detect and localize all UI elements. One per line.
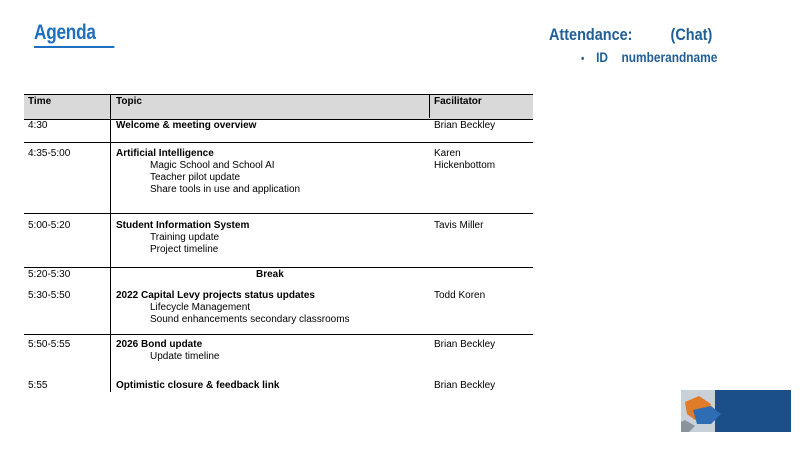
attendance-label: Attendance: <box>549 25 633 44</box>
row-facilitator: Brian Beckley <box>434 120 496 131</box>
row-subtopic: Sound enhancements secondary classrooms <box>150 314 350 325</box>
row-time: 4:30 <box>28 120 48 131</box>
row-subtopic: Share tools in use and application <box>150 184 301 195</box>
row-time: 5:55 <box>28 380 48 391</box>
header-time: Time <box>28 96 52 107</box>
attendance-bullet <box>581 49 717 65</box>
row-time: 4:35-5:00 <box>28 148 71 159</box>
logo-blue-block <box>711 390 791 432</box>
row-time: 5:00-5:20 <box>28 220 71 231</box>
row-divider <box>24 267 533 268</box>
row-facilitator: Todd Koren <box>434 290 486 301</box>
row-subtopic: Magic School and School AI <box>150 160 275 171</box>
row-time: 5:20-5:30 <box>28 269 71 280</box>
row-topic: Welcome & meeting overview <box>116 120 257 131</box>
row-facilitator: Tavis Miller <box>434 220 484 231</box>
attendance-heading <box>549 25 712 45</box>
agenda-table <box>24 94 533 392</box>
page-title: Agenda <box>34 20 114 48</box>
row-subtopic: Teacher pilot update <box>150 172 241 183</box>
row-divider <box>24 213 533 214</box>
bullet-prefix: ID <box>596 49 608 65</box>
row-time: 5:30-5:50 <box>28 290 71 301</box>
bullet-text: numberandname <box>621 49 718 65</box>
row-divider <box>24 334 533 335</box>
row-subtopic: Lifecycle Management <box>150 302 251 313</box>
table-header-row <box>24 94 533 120</box>
bullet-dot-icon: • <box>581 53 585 65</box>
row-topic: Break <box>256 269 284 280</box>
header-facilitator: Facilitator <box>434 96 482 107</box>
row-topic: Student Information System <box>116 220 250 231</box>
row-facilitator: Karen <box>434 148 461 159</box>
row-topic: 2022 Capital Levy projects status updates <box>116 290 315 301</box>
district-logo-icon <box>681 390 791 432</box>
row-facilitator: Brian Beckley <box>434 380 496 391</box>
row-subtopic: Project timeline <box>150 244 219 255</box>
row-subtopic: Training update <box>150 232 220 243</box>
attendance-note: (Chat) <box>670 25 713 44</box>
row-topic: 2026 Bond update <box>116 339 203 350</box>
row-facilitator: Brian Beckley <box>434 339 496 350</box>
row-time: 5:50-5:55 <box>28 339 71 350</box>
row-subtopic: Update timeline <box>150 351 220 362</box>
header-topic: Topic <box>116 96 142 107</box>
row-facilitator: Hickenbottom <box>434 160 496 171</box>
row-topic: Artificial Intelligence <box>116 148 214 159</box>
column-divider <box>110 94 111 392</box>
row-topic: Optimistic closure & feedback link <box>116 380 280 391</box>
row-divider <box>24 142 533 143</box>
column-divider <box>429 94 430 118</box>
